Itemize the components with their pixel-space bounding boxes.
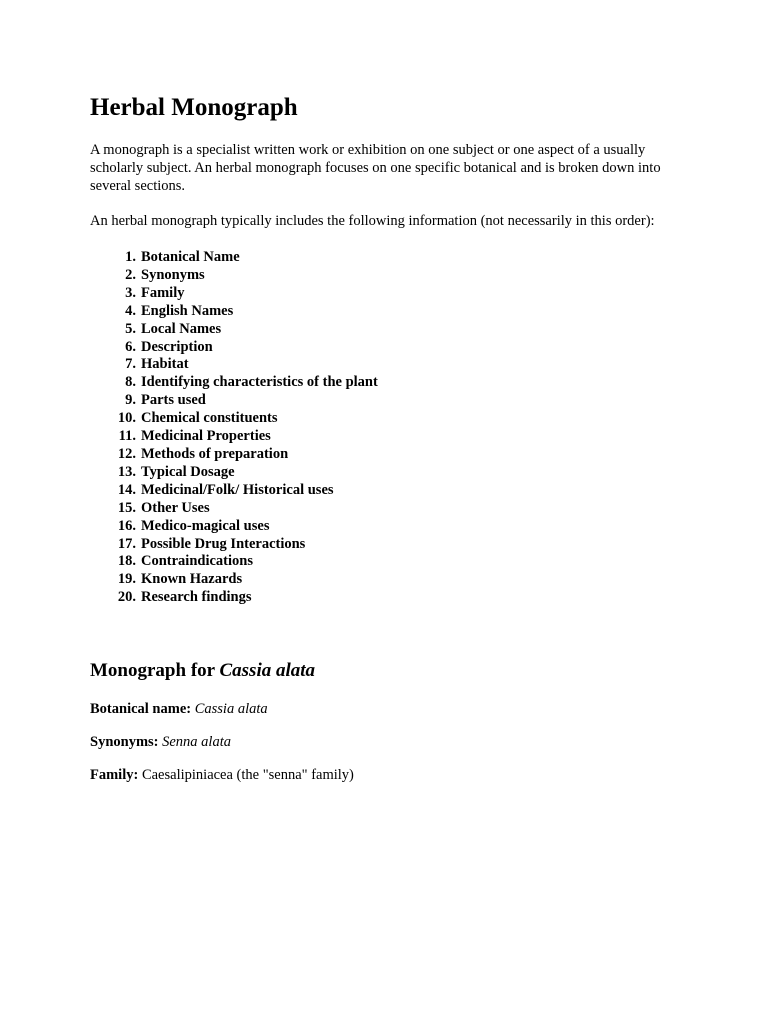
section-label: Local Names — [141, 320, 222, 337]
section-number: 3. — [125, 284, 136, 301]
section-number: 1. — [125, 249, 136, 265]
section-number: 16. — [117, 517, 136, 534]
section-number: 5. — [125, 320, 136, 337]
monograph-heading — [90, 659, 315, 683]
section-list-item — [90, 536, 378, 554]
section-list-item — [90, 589, 378, 607]
section-label: Possible Drug Interactions — [141, 535, 306, 552]
section-list-item — [90, 267, 378, 285]
section-label: Description — [141, 338, 213, 355]
section-list-item — [90, 303, 378, 321]
section-number: 10. — [117, 410, 136, 427]
section-list-item — [90, 482, 378, 500]
section-label: Known Hazards — [141, 571, 243, 588]
family-field — [90, 766, 354, 784]
section-list — [90, 249, 378, 607]
section-label: Identifying characteristics of the plant — [141, 374, 378, 391]
section-label: Habitat — [141, 356, 189, 373]
section-number: 17. — [117, 535, 136, 552]
section-label: Methods of preparation — [141, 445, 289, 462]
section-list-item — [90, 339, 378, 357]
section-list-item — [90, 500, 378, 518]
family-label: Family: — [90, 767, 139, 783]
section-label: Medicinal/Folk/ Historical uses — [141, 481, 334, 498]
section-label: Other Uses — [141, 499, 210, 516]
section-label: Medico-magical uses — [141, 517, 270, 534]
section-label: Synonyms — [141, 266, 205, 283]
synonyms-value: Senna alata — [162, 734, 231, 750]
section-list-item — [90, 553, 378, 571]
section-list-item — [90, 374, 378, 392]
section-list-item — [90, 518, 378, 536]
section-list-item — [90, 356, 378, 374]
section-label: Medicinal Properties — [141, 428, 271, 445]
section-number: 18. — [117, 553, 136, 570]
section-list-item — [90, 571, 378, 589]
section-label: Botanical Name — [141, 249, 240, 265]
section-number: 20. — [117, 589, 136, 606]
section-number: 7. — [125, 356, 136, 373]
section-list-item — [90, 285, 378, 303]
section-label: Research findings — [141, 589, 252, 606]
section-list-item — [90, 410, 378, 428]
intro-paragraph: A monograph is a specialist written work or exhibition on one subject or one aspect of a usually scholarly subject. An herbal monograph focuses on one specific botanical and is broken down into several sections. — [90, 142, 661, 194]
section-label: Family — [141, 284, 185, 301]
section-list-item — [90, 249, 378, 267]
section-number: 2. — [125, 266, 136, 283]
synonyms-field — [90, 733, 231, 751]
page-title: Herbal Monograph — [90, 94, 298, 121]
botanical-name-value: Cassia alata — [194, 701, 268, 717]
family-value: Caesalipiniacea (the "senna" family) — [141, 767, 354, 783]
section-label: Contraindications — [141, 553, 253, 570]
section-label: Typical Dosage — [141, 463, 235, 480]
section-number: 14. — [117, 481, 136, 498]
section-label: Chemical constituents — [141, 410, 278, 427]
monograph-heading-prefix: Monograph for — [90, 660, 220, 681]
section-number: 8. — [125, 374, 136, 391]
section-number: 15. — [117, 499, 136, 516]
list-intro-paragraph: An herbal monograph typically includes the following information (not necessarily in this order): — [90, 213, 655, 229]
botanical-name-label: Botanical name: — [90, 701, 192, 717]
section-number: 12. — [117, 445, 136, 462]
section-label: Parts used — [141, 392, 206, 409]
section-number: 4. — [125, 302, 136, 319]
section-label: English Names — [141, 302, 234, 319]
section-list-item — [90, 446, 378, 464]
section-number: 19. — [117, 571, 136, 588]
section-list-item — [90, 464, 378, 482]
botanical-name-field — [90, 700, 268, 718]
synonyms-label: Synonyms: — [90, 734, 159, 750]
section-list-item — [90, 428, 378, 446]
section-number: 13. — [117, 463, 136, 480]
section-number: 6. — [125, 338, 136, 355]
section-number: 11. — [118, 428, 136, 445]
section-list-item — [90, 392, 378, 410]
monograph-heading-species: Cassia alata — [219, 660, 316, 681]
section-number: 9. — [125, 392, 136, 409]
section-list-item — [90, 321, 378, 339]
